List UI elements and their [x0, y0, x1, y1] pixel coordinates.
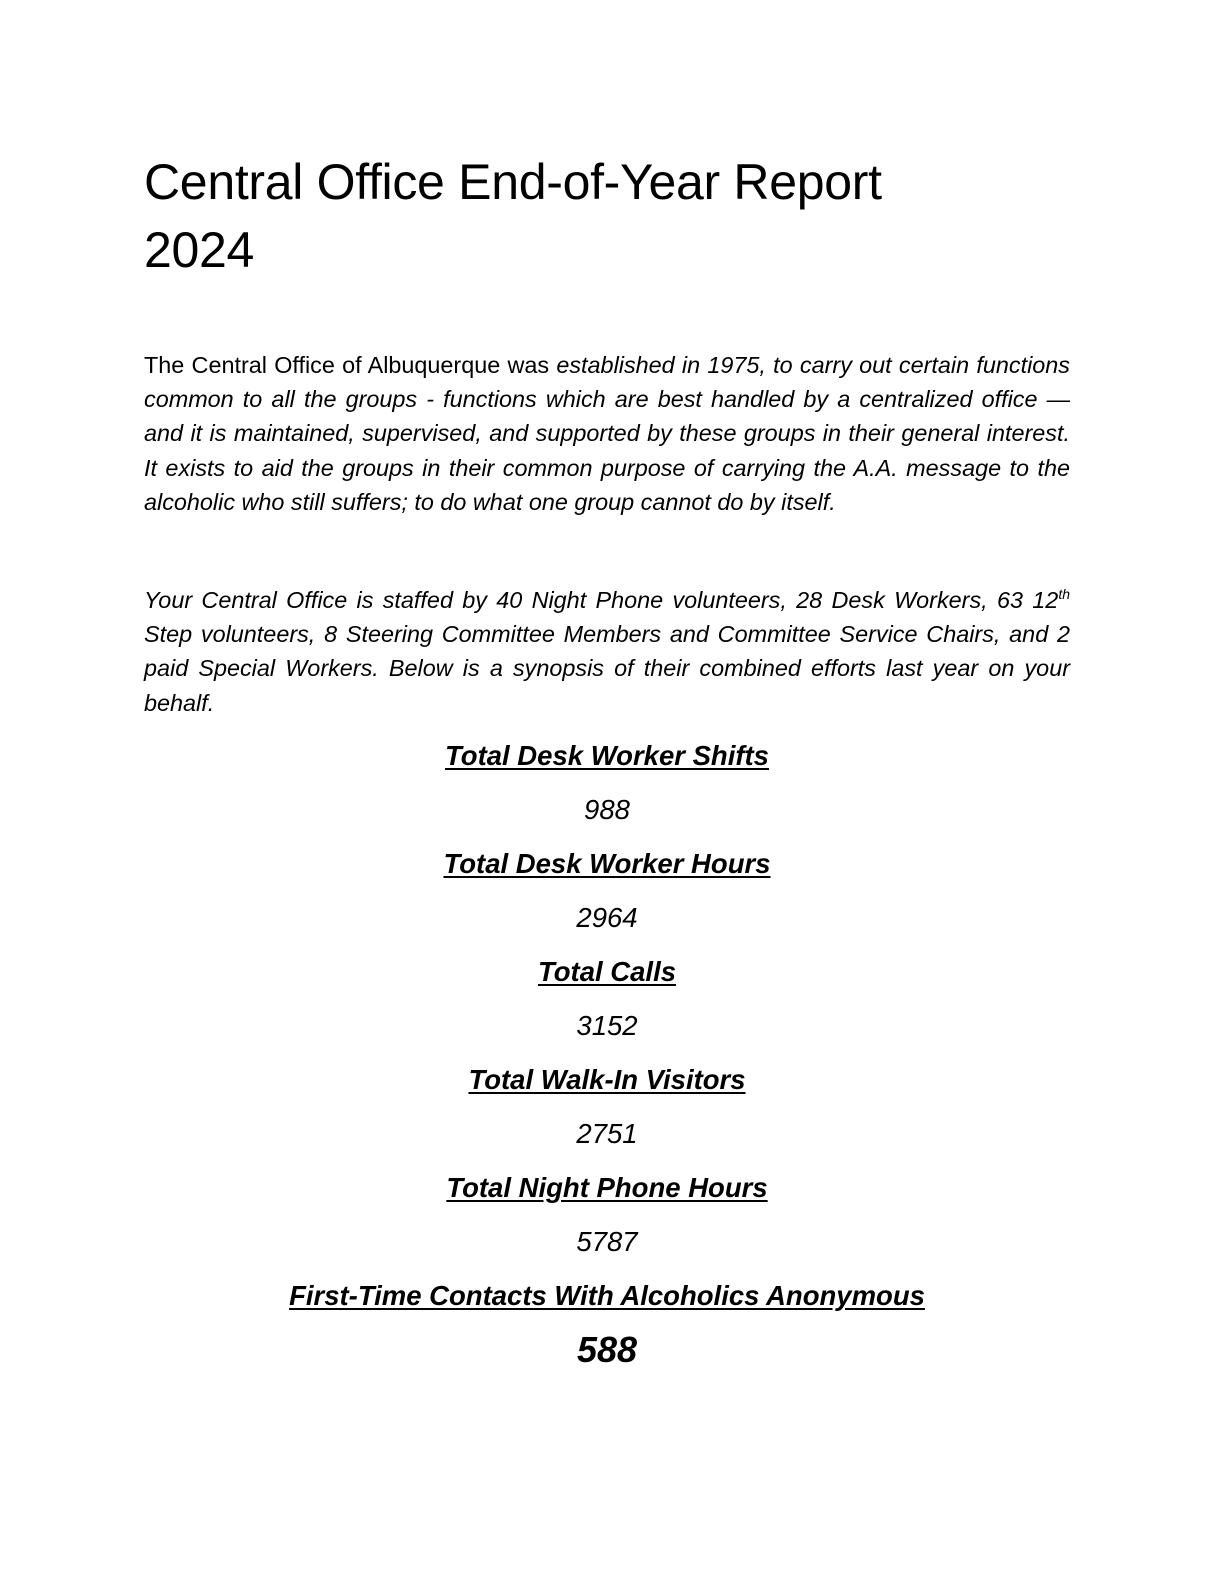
staff-text-start: Your Central Office is staffed by 40 Night Phone volunteers, 28 Desk Workers, 63 12 — [144, 587, 1059, 614]
intro-paragraph — [144, 348, 1070, 519]
staff-text-end: Step volunteers, 8 Steering Committee Members and Committee Service Chairs, and 2 paid Special Workers. Below is a synopsis of their combined efforts last year on your behalf. — [144, 621, 1070, 716]
title-line-2: 2024 — [144, 222, 255, 278]
stat-value-first-time-contacts: 588 — [576, 1328, 638, 1370]
stat-value-walk-in-visitors: 2751 — [576, 1117, 638, 1149]
stat-label-total-calls: Total Calls — [537, 955, 677, 987]
intro-italic-text: established in 1975, to carry out certain functions common to all the groups - functions which are best handled by a centralized office — and it is maintained, supervised, and supported by these groups in their general interest. It exists to aid the groups in their common purpose of carrying the A.A. message to the alcoholic who still suffers; to do what one group cannot do by itself. — [144, 352, 1070, 515]
staff-superscript: th — [1058, 586, 1070, 603]
stat-value-desk-shifts: 988 — [584, 793, 630, 825]
stat-label-desk-shifts: Total Desk Worker Shifts — [445, 739, 769, 771]
stat-label-desk-hours: Total Desk Worker Hours — [443, 847, 771, 879]
stat-value-desk-hours: 2964 — [576, 901, 638, 933]
stats-list — [144, 738, 1070, 1372]
stat-value-total-calls: 3152 — [576, 1009, 638, 1041]
stat-label-walk-in-visitors: Total Walk-In Visitors — [468, 1063, 746, 1095]
report-page — [144, 0, 1070, 1390]
page-title — [144, 0, 1070, 284]
stat-label-first-time-contacts: First-Time Contacts With Alcoholics Anonymous — [289, 1279, 925, 1311]
stat-label-night-phone-hours: Total Night Phone Hours — [446, 1171, 768, 1203]
intro-plain-text: The Central Office of Albuquerque was — [144, 352, 557, 378]
staff-paragraph — [144, 583, 1070, 720]
stat-value-night-phone-hours: 5787 — [576, 1225, 638, 1257]
title-line-1: Central Office End-of-Year Report — [144, 154, 882, 210]
